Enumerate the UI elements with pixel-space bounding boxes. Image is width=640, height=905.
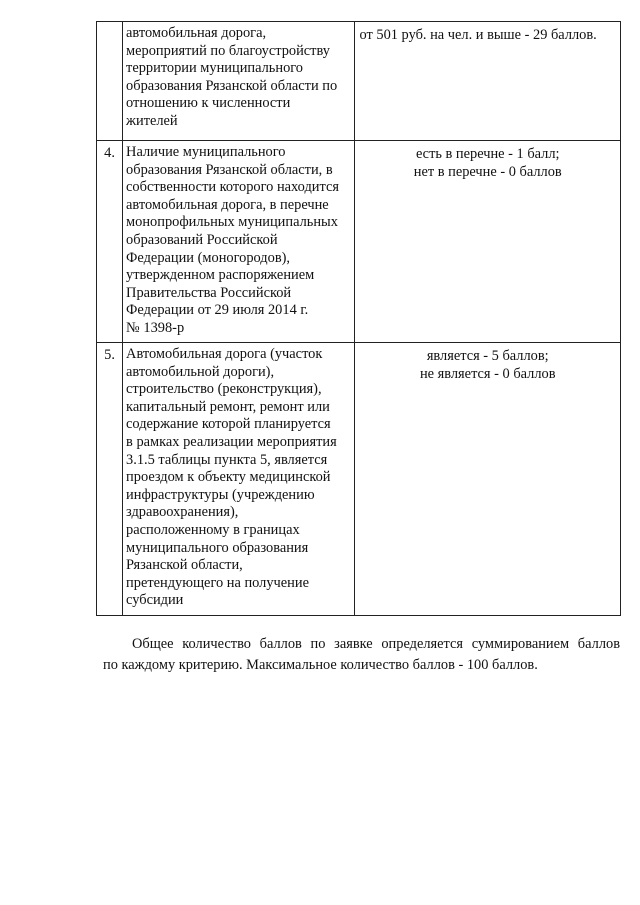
criterion-line: № 1398-р bbox=[126, 319, 185, 336]
criterion-line: муниципального образования bbox=[126, 539, 309, 556]
criterion-line: территории муниципального bbox=[126, 60, 304, 77]
score-cell bbox=[355, 22, 621, 141]
criterion-line: отношению к численности bbox=[126, 95, 291, 112]
score-line: не является - 0 баллов bbox=[419, 365, 556, 382]
criterion-line: Автомобильная дорога (участок bbox=[126, 346, 323, 362]
criterion-line: строительство (реконструкция), bbox=[126, 381, 322, 398]
score-cell bbox=[355, 343, 621, 616]
table-row bbox=[97, 141, 621, 343]
criterion-line: здравоохранения), bbox=[126, 504, 239, 521]
criterion-cell bbox=[123, 343, 355, 616]
criterion-line: собственности которого находится bbox=[126, 179, 339, 196]
criterion-line: образования Рязанской области, в bbox=[126, 161, 333, 178]
criterion-line: содержание которой планируется bbox=[126, 416, 331, 433]
criterion-line: претендующего на получение bbox=[126, 574, 309, 591]
criterion-line: 3.1.5 таблицы пункта 5, является bbox=[126, 451, 328, 468]
score-line: от 501 руб. на чел. и выше - 29 баллов. bbox=[359, 27, 597, 43]
summary-paragraph bbox=[103, 634, 620, 676]
criterion-line: инфраструктуры (учреждению bbox=[126, 486, 315, 503]
criterion-line: субсидии bbox=[126, 592, 184, 609]
criterion-line: автомобильная дорога, bbox=[126, 25, 267, 41]
score-line: есть в перечне - 1 балл; bbox=[415, 146, 560, 162]
criterion-line: Федерации от 29 июля 2014 г. bbox=[126, 302, 309, 319]
table-row bbox=[97, 22, 621, 141]
criteria-table bbox=[96, 21, 621, 616]
criterion-line: автомобильной дороги), bbox=[126, 363, 275, 380]
score-line: является - 5 баллов; bbox=[426, 348, 549, 364]
criterion-line: образований Российской bbox=[126, 231, 278, 248]
criterion-line: автомобильная дорога, в перечне bbox=[126, 196, 329, 213]
row-number: 5. bbox=[97, 343, 123, 616]
criterion-cell bbox=[123, 141, 355, 343]
criterion-line: капитальный ремонт, ремонт или bbox=[126, 398, 330, 415]
criterion-line: проездом к объекту медицинской bbox=[126, 469, 331, 486]
criterion-line: расположенному в границах bbox=[126, 521, 300, 538]
score-cell bbox=[355, 141, 621, 343]
criterion-line: мероприятий по благоустройству bbox=[126, 42, 330, 59]
criterion-line: жителей bbox=[126, 112, 178, 129]
criterion-line: утвержденном распоряжением bbox=[126, 267, 315, 284]
summary-line: по каждому критерию. Максимальное количество баллов - 100 баллов. bbox=[103, 657, 538, 673]
criterion-line: Правительства Российской bbox=[126, 284, 292, 301]
criterion-line: образования Рязанской области по bbox=[126, 77, 338, 94]
row-number: 4. bbox=[97, 141, 123, 343]
criterion-line: Рязанской области, bbox=[126, 557, 243, 574]
summary-line: Общее количество баллов по заявке определяется суммированием баллов bbox=[132, 636, 620, 652]
criterion-line: монопрофильных муниципальных bbox=[126, 214, 338, 231]
score-line: нет в перечне - 0 баллов bbox=[413, 163, 562, 180]
criterion-line: в рамках реализации мероприятия bbox=[126, 433, 337, 450]
criterion-cell bbox=[123, 22, 355, 141]
criterion-line: Федерации (моногородов), bbox=[126, 249, 291, 266]
row-number bbox=[97, 22, 123, 141]
table-row bbox=[97, 343, 621, 616]
criterion-line: Наличие муниципального bbox=[126, 144, 286, 160]
